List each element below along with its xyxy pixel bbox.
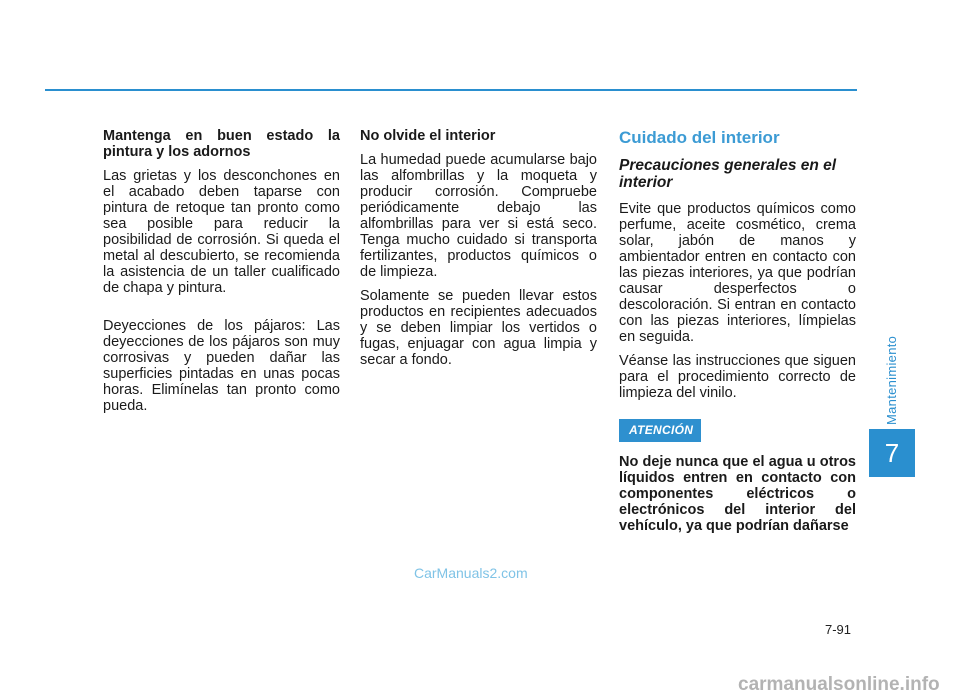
humidity-paragraph: La humedad puede acumularse bajo las alfombrillas y la moqueta y producir corrosión. Compruebe periódicamente debajo las alfombrillas para ver si está seco. Tenga mucho cuidado si transporta fertilizantes, productos químicos o de limpieza. (360, 152, 597, 280)
watermark-center: CarManuals2.com (414, 565, 528, 581)
bird-droppings-paragraph: Deyecciones de los pájaros: Las deyecciones de los pájaros son muy corrosivas y pueden dañar las superficies pintadas en unas pocas horas. Elimínelas tan pronto como pueda. (103, 318, 340, 414)
containers-paragraph: Solamente se pueden llevar estos productos en recipientes adecuados y se deben limpiar los vertidos o fugas, enjuagar con agua limpia y secar a fondo. (360, 288, 597, 368)
subsection-title: Precauciones generales en el interior (619, 157, 837, 191)
warning-text: No deje nunca que el agua u otros líquidos entren en contacto con componentes eléctricos o electrónicos del interior del vehículo, ya que podrían dañarse (619, 454, 856, 534)
chemicals-paragraph: Evite que productos químicos como perfume, aceite cosmético, crema solar, jabón de manos y ambientador entren en contacto con las piezas interiores, ya que podrían causar desperfectos o descoloración. Si entran en contacto con las piezas interiores, límpielas en seguida. (619, 201, 856, 345)
vinyl-paragraph: Véanse las instrucciones que siguen para el procedimiento correcto de limpieza del vinilo. (619, 353, 856, 401)
section-title: Cuidado del interior (619, 128, 780, 147)
paint-paragraph: Las grietas y los desconchones en el acabado deben taparse con pintura de retoque tan pronto como sea posible para reducir la posibilidad de corrosión. Si queda el metal al descubierto, se recomienda la asistencia de un taller cualificado de chapa y pintura. (103, 168, 340, 296)
attention-badge: ATENCIÓN (619, 419, 701, 442)
paint-heading: Mantenga en buen estado la pintura y los adornos (103, 128, 340, 160)
page-number: 7-91 (825, 622, 852, 637)
interior-heading: No olvide el interior (360, 128, 496, 144)
chapter-tab[interactable]: 7 (869, 429, 915, 477)
column-3 (619, 128, 856, 542)
column-2 (360, 128, 597, 376)
watermark-corner: carmanualsonline.info (738, 674, 940, 695)
column-1 (103, 128, 340, 422)
top-rule (45, 89, 857, 91)
